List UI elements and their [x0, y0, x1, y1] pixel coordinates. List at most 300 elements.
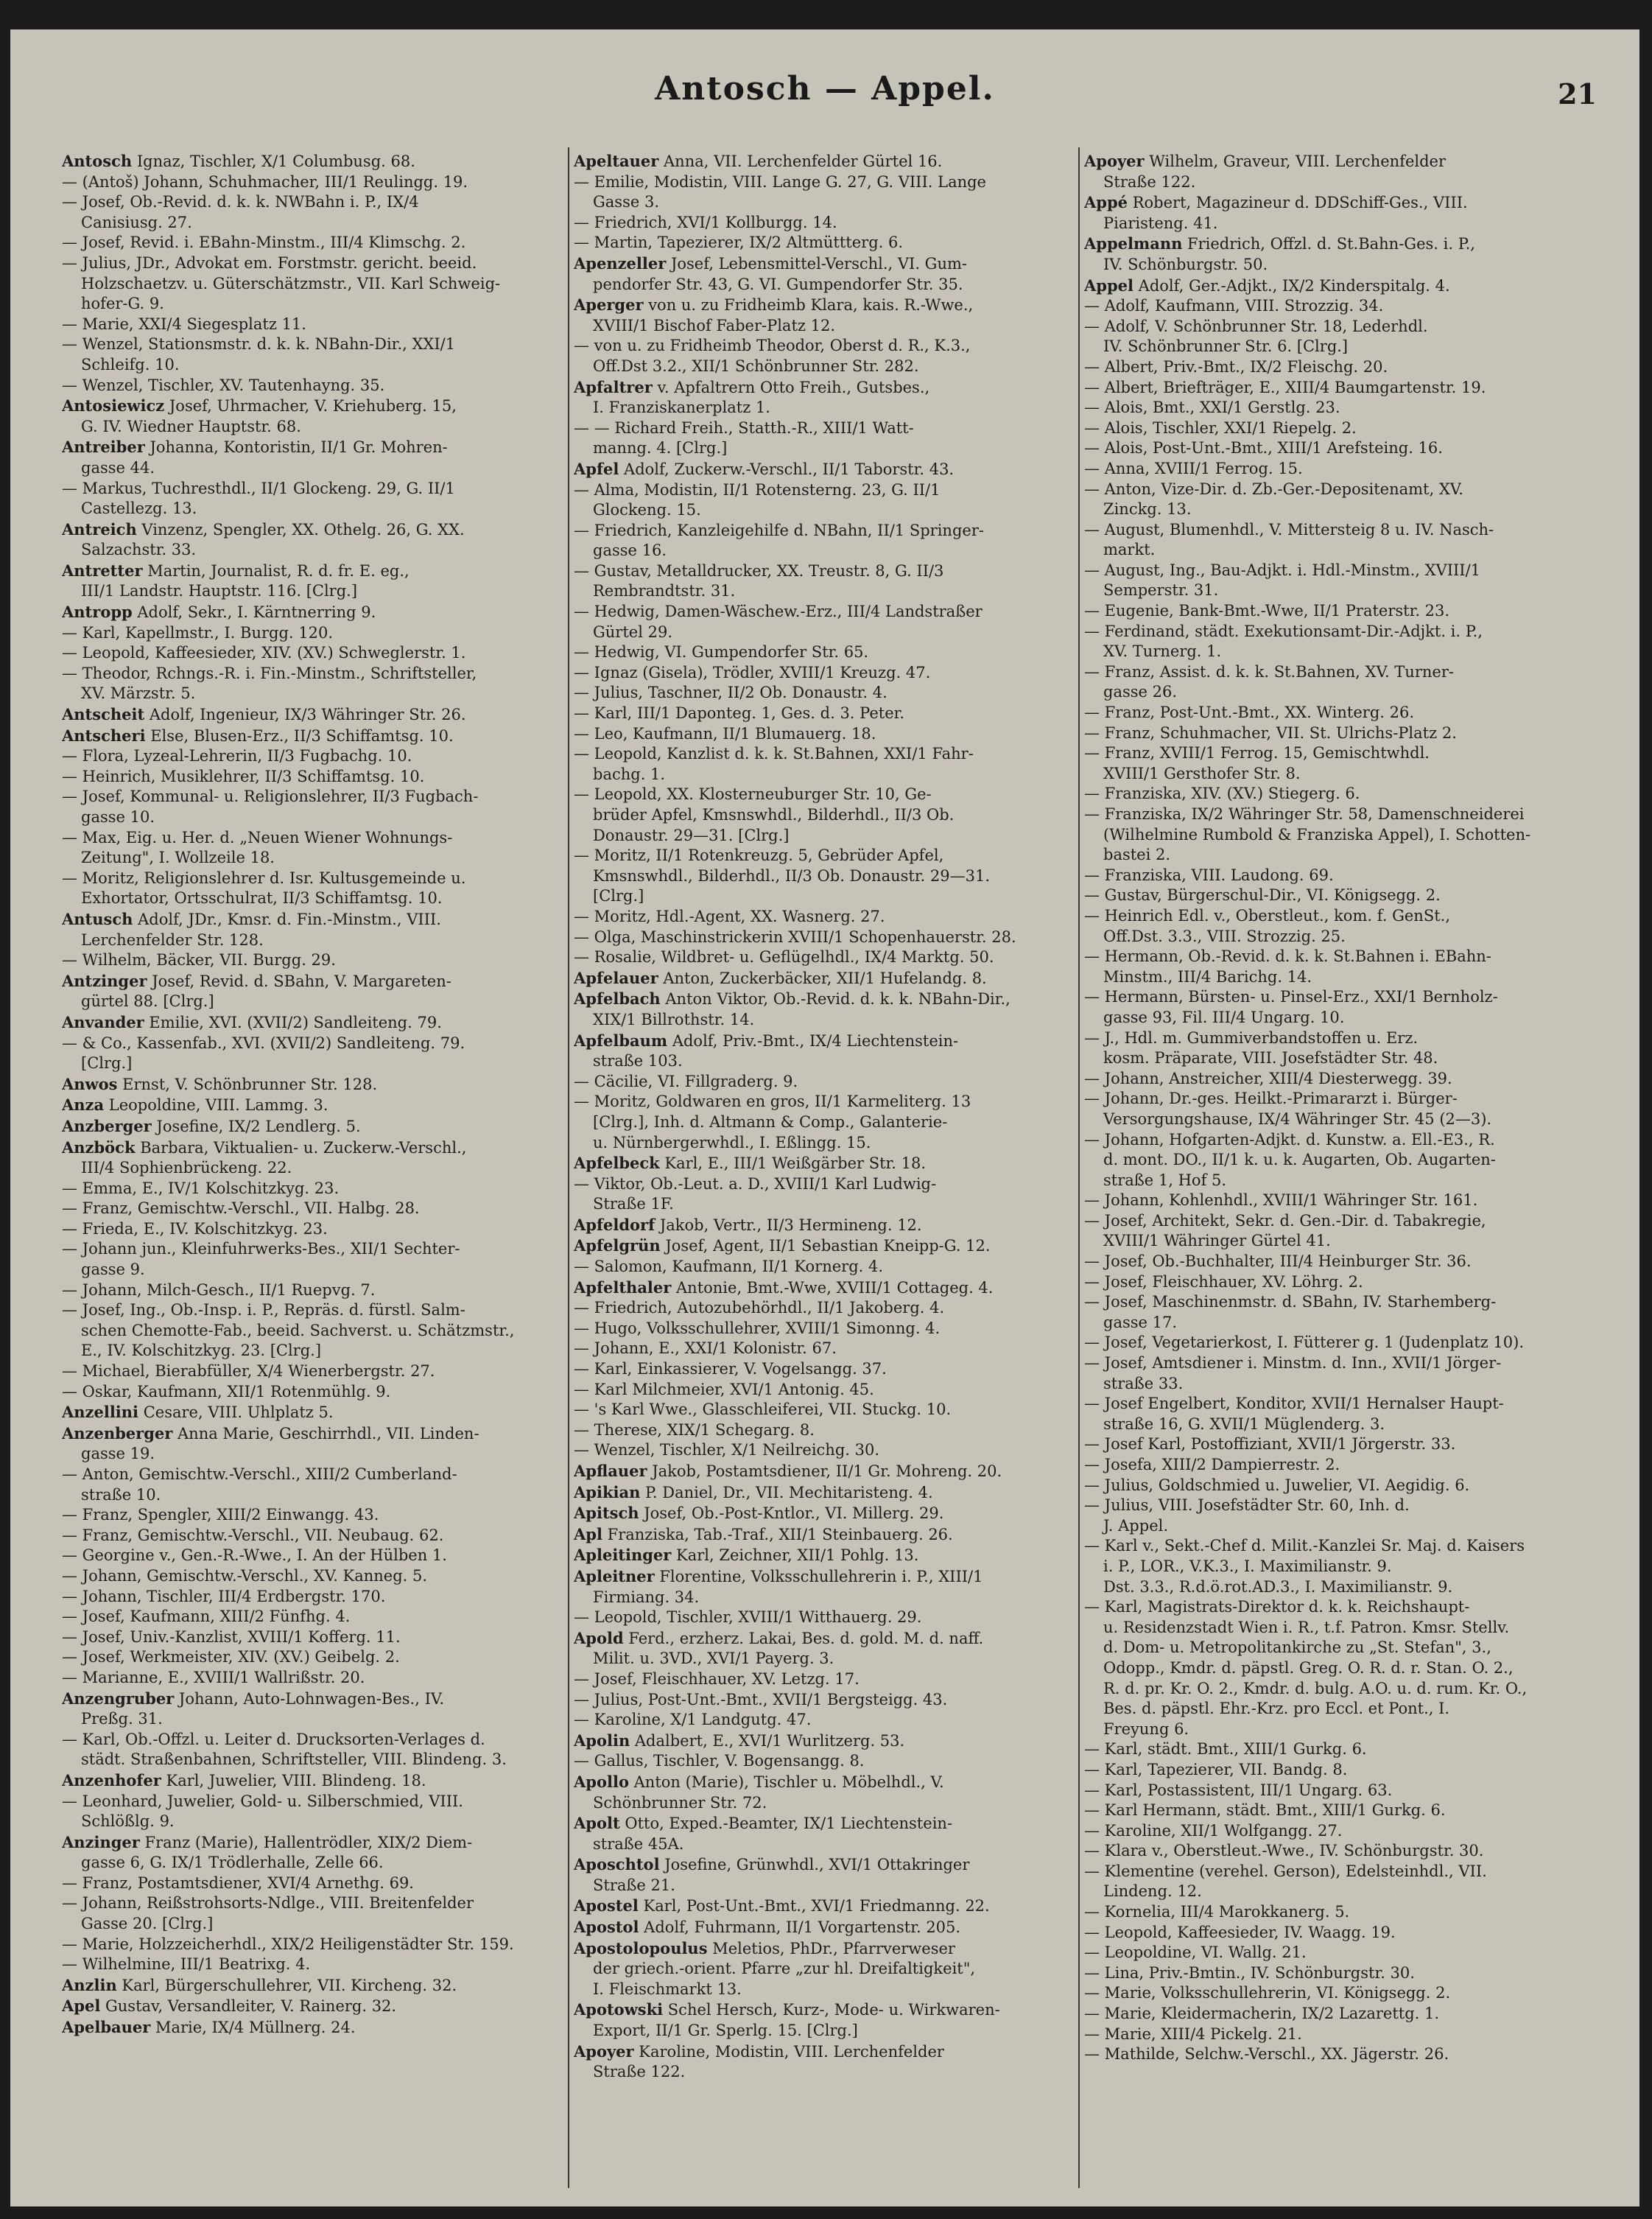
- entry-line: [574, 1917, 1089, 1938]
- entry-line: [62, 787, 577, 807]
- entry-text: — Karl, Magistrats-Direktor d. k. k. Reichshaupt-: [1084, 1598, 1470, 1616]
- entry-text: gasse 93, Fil. III/4 Ungarg. 10.: [1103, 1008, 1345, 1026]
- entry-line: [62, 1116, 577, 1137]
- entry-text: — Franz, Gemischtw.-Verschl., VII. Neubaug. 62.: [62, 1526, 444, 1544]
- entry-line: [62, 334, 577, 355]
- entry-line: [62, 971, 577, 992]
- entry-text: — Josef, Fleischhauer, XV. Letzg. 17.: [574, 1669, 860, 1688]
- entry-line: [62, 274, 577, 295]
- entry-line: [574, 541, 1089, 561]
- entry-line: [62, 172, 577, 193]
- entry-text: Gasse 3.: [593, 193, 659, 211]
- entry-surname: Antropp: [62, 603, 133, 622]
- entry-line: [62, 1627, 577, 1648]
- entry-line: [1084, 151, 1614, 172]
- entry-text: — Salomon, Kaufmann, II/1 Kornerg. 4.: [574, 1258, 884, 1276]
- entry-surname: Antscheri: [62, 726, 146, 745]
- entry-surname: Anzböck: [62, 1137, 136, 1157]
- entry-line: [62, 1382, 577, 1403]
- entry-text: Gustav, Versandleiter, V. Rainerg. 32.: [100, 1997, 397, 2016]
- entry-surname: Apfelgrün: [574, 1236, 661, 1255]
- entry-text: — Karl Hermann, städt. Bmt., XIII/1 Gurkg. 6.: [1084, 1801, 1446, 1820]
- entry-text: — Josef, Kaufmann, XIII/2 Fünfhg. 4.: [62, 1608, 351, 1626]
- entry-text: Friedrich, Offzl. d. St.Bahn-Ges. i. P.,: [1182, 235, 1475, 253]
- entry-line: [1084, 622, 1614, 642]
- entry-text: XV. Turnerg. 1.: [1103, 642, 1222, 661]
- entry-text: — Moritz, II/1 Rotenkreuzg. 5, Gebrüder Apfel,: [574, 846, 944, 865]
- entry-text: — Franz, XVIII/1 Ferrog. 15, Gemischtwhdl.: [1084, 744, 1430, 763]
- entry-text: — Josef, Kommunal- u. Religionslehrer, II/3 Fugbach-: [62, 788, 479, 806]
- entry-line: [1084, 296, 1614, 317]
- entry-text: III/1 Landstr. Hauptstr. 116. [Clrg.]: [81, 582, 358, 600]
- entry-text: — Karl, Ob.-Offzl. u. Leiter d. Drucksorten-Verlages d.: [62, 1730, 485, 1748]
- entry-surname: Apl: [574, 1524, 602, 1543]
- entry-text: Florentine, Volksschullehrerin i. P., XIII/1: [654, 1567, 983, 1585]
- entry-text: — Leo, Kaufmann, II/1 Blumauerg. 18.: [574, 724, 876, 743]
- entry-text: — Karoline, X/1 Landgutg. 47.: [574, 1711, 812, 1729]
- entry-line: [62, 396, 577, 417]
- entry-line: [1084, 906, 1614, 927]
- entry-line: [574, 1938, 1089, 1960]
- entry-line: [574, 357, 1089, 377]
- entry-text: — Cäcilie, VI. Fillgraderg. 9.: [574, 1072, 798, 1090]
- entry-text: Adalbert, E., XVI/1 Wurlitzerg. 53.: [630, 1731, 905, 1750]
- entry-line: [1084, 1110, 1614, 1130]
- entry-line: [1084, 1516, 1614, 1537]
- entry-text: — Josef Karl, Postoffiziant, XVII/1 Jörgerstr. 33.: [1084, 1435, 1456, 1454]
- entry-text: — Moritz, Religionslehrer d. Isr. Kultusgemeinde u.: [62, 869, 466, 887]
- entry-text: — Franz, Spengler, XIII/2 Einwangg. 43.: [62, 1506, 379, 1524]
- entry-text: — Josefa, XIII/2 Dampierrestr. 2.: [1084, 1456, 1340, 1473]
- entry-text: — Ignaz (Gisela), Trödler, XVIII/1 Kreuzg. 47.: [574, 663, 931, 681]
- entry-text: — Adolf, V. Schönbrunner Str. 18, Lederhdl.: [1084, 317, 1428, 335]
- entry-line: [574, 295, 1089, 316]
- entry-line: [574, 1545, 1089, 1566]
- entry-text: — Josef, Amtsdiener i. Minstm. d. Inn., XVII/1 Jörger-: [1084, 1354, 1502, 1373]
- entry-text: d. mont. DO., II/1 k. u. k. Augarten, Ob. Augarten-: [1103, 1151, 1496, 1169]
- entry-text: — Karl, Tapezierer, VII. Bandg. 8.: [1084, 1760, 1348, 1778]
- entry-line: [62, 1812, 577, 1832]
- entry-text: gasse 19.: [81, 1445, 155, 1463]
- entry-text: — Michael, Bierabfüller, X/4 Wienerbergstr. 27.: [62, 1362, 435, 1381]
- entry-text: Schleifg. 10.: [81, 355, 180, 374]
- entry-text: Preßg. 31.: [81, 1710, 163, 1728]
- page-header: [10, 70, 1639, 129]
- entry-text: straße 10.: [81, 1485, 161, 1504]
- entry-text: Adolf, Ger.-Adjkt., IX/2 Kinderspitalg. 4.: [1133, 276, 1450, 295]
- entry-text: E., IV. Kolschitzkyg. 23. [Clrg.]: [81, 1342, 322, 1360]
- entry-surname: Apfelthaler: [574, 1277, 672, 1297]
- entry-text: Johann, Auto-Lohnwagen-Bes., IV.: [174, 1689, 445, 1708]
- entry-line: [62, 376, 577, 396]
- entry-line: [574, 765, 1089, 785]
- entry-text: städt. Straßenbahnen, Schriftsteller, VIII. Blindeng. 3.: [81, 1750, 507, 1769]
- entry-text: — Marie, XXI/4 Siegesplatz 11.: [62, 315, 306, 333]
- entry-line: [574, 663, 1089, 684]
- entry-text: Zeitung", I. Wollzeile 18.: [81, 849, 275, 867]
- entry-line: [1084, 743, 1614, 764]
- entry-surname: Apostolopoulus: [574, 1938, 708, 1957]
- entry-line: [1084, 1008, 1614, 1028]
- entry-line: [574, 1896, 1089, 1917]
- entry-text: — Julius, JDr., Advokat em. Forstmstr. gericht. beeid.: [62, 253, 477, 272]
- entry-line: [574, 1277, 1089, 1299]
- entry-line: [1084, 2044, 1614, 2065]
- entry-text: — Viktor, Ob.-Leut. a. D., XVIII/1 Karl Ludwig-: [574, 1174, 937, 1193]
- entry-line: [574, 1400, 1089, 1420]
- running-title: Antosch — Appel.: [655, 70, 995, 108]
- entry-line: [1084, 1638, 1614, 1658]
- entry-line: [1084, 1231, 1614, 1252]
- entry-line: [1084, 234, 1614, 255]
- entry-text: — Hedwig, Damen-Wäschew.-Erz., III/4 Landstraßer: [574, 603, 983, 621]
- entry-line: [574, 744, 1089, 765]
- entry-text: — Franz, Assist. d. k. k. St.Bahnen, XV. Turner-: [1084, 662, 1454, 681]
- entry-line: [1084, 1699, 1614, 1720]
- entry-text: Franziska, Tab.-Traf., XII/1 Steinbauerg. 26.: [602, 1525, 953, 1543]
- entry-text: Josef, Uhrmacher, V. Kriehuberg. 15,: [164, 397, 457, 416]
- entry-text: — Josef, Ing., Ob.-Insp. i. P., Repräs. d. fürstl. Salm-: [62, 1301, 465, 1319]
- entry-surname: Apikian: [574, 1482, 641, 1501]
- entry-text: — Marie, Holzzeicherhdl., XIX/2 Heiligenstädter Str. 159.: [62, 1935, 514, 1953]
- entry-line: [574, 928, 1089, 948]
- entry-line: [62, 479, 577, 499]
- entry-line: [62, 561, 577, 582]
- entry-line: [1084, 927, 1614, 947]
- entry-text: — Rosalie, Wildbret- u. Geflügelhdl., IX/4 Marktg. 50.: [574, 948, 994, 967]
- entry-line: [1084, 1455, 1614, 1476]
- entry-line: [1084, 1434, 1614, 1455]
- entry-text: Leopoldine, VIII. Lammg. 3.: [104, 1096, 328, 1115]
- entry-line: [62, 1423, 577, 1445]
- entry-text: R. d. pr. Kr. O. 2., Kmdr. d. bulg. A.O. u. d. rum. Kr. O.,: [1103, 1679, 1528, 1697]
- entry-line: [62, 1054, 577, 1074]
- entry-line: [1084, 1618, 1614, 1638]
- entry-line: [1084, 1476, 1614, 1496]
- entry-text: — Johann, Milch-Gesch., II/1 Ruepvg. 7.: [62, 1280, 376, 1299]
- entry-line: [62, 1199, 577, 1219]
- entry-text: — Oskar, Kaufmann, XII/1 Rotenmühlg. 9.: [62, 1382, 391, 1401]
- entry-text: straße 33.: [1103, 1374, 1184, 1392]
- entry-line: [1084, 1313, 1614, 1333]
- entry-surname: Anwos: [62, 1074, 118, 1093]
- entry-surname: Antretter: [62, 561, 143, 580]
- entry-surname: Apfelbach: [574, 989, 661, 1009]
- entry-text: Milit. u. 3VD., XVI/1 Payerg. 3.: [593, 1650, 834, 1668]
- entry-line: [1084, 662, 1614, 683]
- entry-line: [62, 1485, 577, 1506]
- entry-text: — Alois, Post-Unt.-Bmt., XIII/1 Arefsteing. 16.: [1084, 439, 1443, 458]
- entry-text: — Franz, Schuhmacher, VII. St. Ulrichs-Platz 2.: [1084, 723, 1457, 742]
- entry-line: [1084, 581, 1614, 601]
- entry-line: [1084, 214, 1614, 234]
- entry-text: Adolf, Ingenieur, IX/3 Währinger Str. 26.: [144, 706, 466, 724]
- entry-text: brüder Apfel, Kmsnswhdl., Bilderhdl., II/3 Ob.: [593, 806, 955, 824]
- entry-text: gasse 6, G. IX/1 Trödlerhalle, Zelle 66.: [81, 1854, 384, 1872]
- entry-line: [62, 519, 577, 541]
- entry-line: [1084, 172, 1614, 193]
- entry-line: [1084, 1983, 1614, 2004]
- entry-text: Vinzenz, Spengler, XX. Othelg. 26, G. XX.: [136, 520, 465, 539]
- entry-text: Karl, Post-Unt.-Bmt., XVI/1 Friedmanng. 22.: [638, 1897, 990, 1915]
- entry-text: gürtel 88. [Clrg.]: [81, 992, 214, 1011]
- entry-line: [574, 1813, 1089, 1834]
- entry-text: — Leopold, Kanzlist d. k. k. St.Bahnen, XXI/1 Fahr-: [574, 745, 974, 763]
- entry-line: [62, 1853, 577, 1873]
- entry-line: [574, 1257, 1089, 1277]
- entry-text: — Gustav, Metalldrucker, XX. Treustr. 8, G. II/3: [574, 561, 944, 580]
- entry-line: [574, 968, 1089, 989]
- entry-surname: Antzinger: [62, 971, 147, 990]
- entry-line: [62, 315, 577, 335]
- entry-text: schen Chemotte-Fab., beeid. Sachverst. u. Schätzmstr.,: [81, 1321, 515, 1339]
- entry-text: — Karl, städt. Bmt., XIII/1 Gurkg. 6.: [1084, 1740, 1367, 1759]
- entry-text: Ernst, V. Schönbrunner Str. 128.: [117, 1075, 378, 1093]
- entry-text: bachg. 1.: [593, 765, 666, 783]
- entry-line: [62, 499, 577, 519]
- entry-surname: Apoyer: [1084, 152, 1145, 170]
- entry-text: Schlößlg. 9.: [81, 1812, 175, 1831]
- entry-text: Schönbrunner Str. 72.: [593, 1793, 767, 1812]
- entry-line: [62, 151, 577, 172]
- entry-text: — Johann jun., Kleinfuhrwerks-Bes., XII/1 Sechter-: [62, 1240, 460, 1258]
- entry-text: — Josef, Ob.-Revid. d. k. k. NWBahn i. P., IX/4: [62, 193, 419, 211]
- entry-line: [574, 1503, 1089, 1524]
- entry-line: [574, 377, 1089, 399]
- entry-text: J. Appel.: [1103, 1516, 1169, 1535]
- entry-line: [574, 275, 1089, 295]
- entry-line: [574, 398, 1089, 418]
- entry-line: [574, 1566, 1089, 1588]
- entry-line: [62, 1260, 577, 1280]
- entry-line: [574, 1359, 1089, 1380]
- entry-text: Jakob, Postamtsdiener, II/1 Gr. Mohreng. 20.: [647, 1462, 1002, 1480]
- entry-text: Straße 21.: [593, 1876, 675, 1894]
- entry-text: d. Dom- u. Metropolitankirche zu „St. Stefan", 3.,: [1103, 1638, 1491, 1657]
- entry-text: — Wenzel, Tischler, XV. Tautenhayng. 35.: [62, 376, 385, 394]
- entry-text: Castellezg. 13.: [81, 499, 197, 518]
- entry-text: — Johann, Kohlenhdl., XVIII/1 Währinger Str. 161.: [1084, 1191, 1478, 1210]
- entry-text: Anna, VII. Lerchenfelder Gürtel 16.: [658, 153, 943, 170]
- entry-text: — Marianne, E., XVIII/1 Wallrißstr. 20.: [62, 1668, 365, 1686]
- entry-line: [62, 1465, 577, 1485]
- entry-text: — Friedrich, XVI/1 Kollburgg. 14.: [574, 213, 837, 231]
- entry-text: — Julius, Taschner, II/2 Ob. Donaustr. 4.: [574, 684, 887, 702]
- entry-text: — Heinrich, Musiklehrer, II/3 Schiffamtsg. 10.: [62, 767, 425, 785]
- entry-text: — Alois, Bmt., XXI/1 Gerstlg. 23.: [1084, 399, 1340, 417]
- entry-text: — Marie, Kleidermacherin, IX/2 Lazarettg. 1.: [1084, 2005, 1440, 2023]
- entry-text: — Friedrich, Kanzleigehilfe d. NBahn, II/1 Springer-: [574, 521, 984, 539]
- entry-text: Antonie, Bmt.-Wwe, XVIII/1 Cottageg. 4.: [671, 1278, 994, 1297]
- entry-surname: Apostel: [574, 1896, 639, 1915]
- entry-surname: Anzberger: [62, 1116, 152, 1135]
- entry-text: — Leopold, Kaffeesieder, XIV. (XV.) Schweglerstr. 1.: [62, 644, 466, 662]
- entry-text: Bes. d. päpstl. Ehr.-Krz. pro Eccl. et Pont., I.: [1103, 1700, 1450, 1718]
- entry-text: Exhortator, Ortsschulrat, II/3 Schiffamtsg. 10.: [81, 889, 443, 908]
- entry-text: — Gustav, Bürgerschul-Dir., VI. Königsegg. 2.: [1084, 886, 1441, 905]
- entry-surname: Apfeldorf: [574, 1215, 655, 1234]
- entry-text: Meletios, PhDr., Pfarrverweser: [707, 1939, 955, 1957]
- directory-page: [10, 29, 1639, 2206]
- entry-line: [62, 1935, 577, 1955]
- entry-line: [1084, 276, 1614, 297]
- entry-text: — Josef, Ob.-Buchhalter, III/4 Heinburger Str. 36.: [1084, 1252, 1472, 1271]
- entry-text: — Hedwig, VI. Gumpendorfer Str. 65.: [574, 643, 869, 662]
- entry-line: [574, 1380, 1089, 1401]
- entry-line: [574, 213, 1089, 234]
- entry-line: [574, 1834, 1089, 1855]
- entry-line: [62, 1505, 577, 1526]
- entry-surname: Apold: [574, 1628, 624, 1647]
- entry-text: — Josef, Fleischhauer, XV. Löhrg. 2.: [1084, 1272, 1363, 1291]
- entry-text: — Marie, XIII/4 Pickelg. 21.: [1084, 2025, 1302, 2043]
- entry-text: — von u. zu Fridheimb Theodor, Oberst d. R., K.3.,: [574, 337, 971, 355]
- entry-line: [574, 1174, 1089, 1195]
- entry-line: [574, 826, 1089, 846]
- entry-line: [574, 1772, 1089, 1793]
- entry-line: [1084, 1801, 1614, 1821]
- entry-surname: Apleitinger: [574, 1546, 672, 1565]
- entry-text: XIX/1 Billrothstr. 14.: [593, 1010, 755, 1028]
- entry-line: [1084, 1679, 1614, 1700]
- entry-line: [62, 1893, 577, 1914]
- entry-line: [574, 623, 1089, 643]
- entry-line: [574, 459, 1089, 480]
- entry-line: [574, 1072, 1089, 1093]
- entry-text: u. Nürnbergerwhdl., I. Eßlingg. 15.: [593, 1133, 871, 1151]
- entry-line: [574, 1153, 1089, 1174]
- entry-line: [62, 1566, 577, 1587]
- entry-line: [574, 989, 1089, 1010]
- entry-line: [1084, 1048, 1614, 1069]
- entry-line: [1084, 1943, 1614, 1963]
- entry-line: [62, 1832, 577, 1854]
- entry-text: — Karoline, XII/1 Wolfgangg. 27.: [1084, 1821, 1343, 1840]
- entry-line: [574, 866, 1089, 887]
- entry-text: — Leopold, Tischler, XVIII/1 Witthauerg. 29.: [574, 1608, 922, 1627]
- entry-line: [1084, 192, 1614, 214]
- entry-text: — Karl v., Sekt.-Chef d. Milit.-Kanzlei Sr. Maj. d. Kaisers: [1084, 1537, 1525, 1555]
- entry-text: Cesare, VIII. Uhlplatz 5.: [138, 1403, 334, 1422]
- entry-text: Freyung 6.: [1103, 1720, 1189, 1738]
- entry-line: [1084, 2004, 1614, 2025]
- entry-line: [62, 1792, 577, 1812]
- entry-line: [62, 581, 577, 602]
- entry-line: [62, 828, 577, 849]
- entry-line: [1084, 1821, 1614, 1842]
- entry-text: Straße 122.: [593, 2063, 686, 2081]
- entry-text: — Albert, Briefträger, E., XIII/4 Baumgartenstr. 19.: [1084, 378, 1486, 396]
- entry-text: (Wilhelmine Rumbold & Franziska Appel), I. Schotten-: [1103, 825, 1531, 844]
- entry-text: — Moritz, Hdl.-Agent, XX. Wasnerg. 27.: [574, 907, 885, 925]
- entry-surname: Anzellini: [62, 1403, 139, 1422]
- entry-line: [62, 2017, 577, 2039]
- entry-text: — Ferdinand, städt. Exekutionsamt-Dir.-Adjkt. i. P.,: [1084, 622, 1483, 640]
- entry-line: [62, 1689, 577, 1710]
- entry-line: [62, 930, 577, 951]
- entry-text: — Johann, Gemischtw.-Verschl., XV. Kanneg. 5.: [62, 1566, 428, 1585]
- entry-text: Ignaz, Tischler, X/1 Columbusg. 68.: [132, 153, 415, 170]
- entry-line: [574, 1628, 1089, 1650]
- entry-text: — Josef, Vegetarierkost, I. Fütterer g. 1 (Judenplatz 10).: [1084, 1333, 1525, 1352]
- entry-text: Straße 122.: [1103, 172, 1196, 191]
- entry-text: — Johann, E., XXI/1 Kolonistr. 67.: [574, 1339, 837, 1358]
- entry-text: u. Residenzstadt Wien i. R., t.f. Patron. Kmsr. Stellv.: [1103, 1618, 1510, 1636]
- entry-line: [574, 1319, 1089, 1339]
- entry-line: [62, 1587, 577, 1608]
- entry-surname: Apostol: [574, 1918, 639, 1937]
- entry-text: — Moritz, Goldwaren en gros, II/1 Karmeliterg. 13: [574, 1093, 971, 1111]
- entry-text: — Josef, Univ.-Kanzlist, XVIII/1 Kofferg. 11.: [62, 1627, 401, 1646]
- entry-text: — Lina, Priv.-Bmtin., IV. Schönburgstr. 30.: [1084, 1963, 1415, 1982]
- column-2: [574, 151, 1089, 2083]
- entry-surname: Anzinger: [62, 1832, 140, 1851]
- entry-line: [574, 480, 1089, 501]
- entry-line: [574, 438, 1089, 459]
- entry-line: [574, 846, 1089, 866]
- entry-line: [62, 1300, 577, 1321]
- entry-text: — Albert, Priv.-Bmt., IX/2 Fleischg. 20.: [1084, 357, 1388, 376]
- entry-line: [574, 886, 1089, 907]
- entry-surname: Antosiewicz: [62, 396, 165, 416]
- entry-line: [62, 1730, 577, 1750]
- entry-line: [574, 1710, 1089, 1731]
- entry-line: [62, 1546, 577, 1566]
- entry-line: [62, 1975, 577, 1997]
- entry-text: Emilie, XVI. (XVII/2) Sandleiteng. 79.: [144, 1013, 442, 1031]
- entry-text: straße 1, Hof 5.: [1103, 1171, 1227, 1189]
- entry-line: [574, 2041, 1089, 2063]
- entry-line: [62, 1239, 577, 1260]
- entry-text: — Franz, Gemischtw.-Verschl., VII. Halbg. 28.: [62, 1199, 420, 1218]
- entry-text: Zinckg. 13.: [1103, 500, 1192, 519]
- entry-line: [62, 1668, 577, 1689]
- entry-text: Karl, Zeichner, XII/1 Pohlg. 13.: [671, 1546, 919, 1565]
- entry-text: — Franz, Post-Unt.-Bmt., XX. Winterg. 26.: [1084, 704, 1415, 722]
- entry-line: [1084, 317, 1614, 337]
- entry-text: — Olga, Maschinstrickerin XVIII/1 Schopenhauerstr. 28.: [574, 928, 1016, 946]
- entry-line: [574, 1112, 1089, 1133]
- entry-text: Ferd., erzherz. Lakai, Bes. d. gold. M. d. naff.: [623, 1629, 984, 1647]
- entry-line: [1084, 438, 1614, 459]
- entry-text: — Josef, Revid. i. EBahn-Minstm., III/4 Klimschg. 2.: [62, 234, 466, 252]
- entry-line: [62, 253, 577, 274]
- entry-surname: Anzenberger: [62, 1423, 173, 1442]
- entry-text: — & Co., Kassenfab., XVI. (XVII/2) Sandleiteng. 79.: [62, 1034, 465, 1052]
- entry-text: Minstm., III/4 Barichg. 14.: [1103, 967, 1312, 986]
- entry-text: XVIII/1 Gersthofer Str. 8.: [1103, 764, 1301, 782]
- entry-line: [574, 1876, 1089, 1896]
- entry-line: [62, 1444, 577, 1465]
- entry-line: [574, 683, 1089, 704]
- entry-line: [1084, 2025, 1614, 2045]
- entry-line: [574, 1980, 1089, 2000]
- entry-line: [574, 602, 1089, 623]
- entry-line: [62, 458, 577, 479]
- entry-line: [574, 1731, 1089, 1752]
- entry-line: [1084, 784, 1614, 804]
- entry-text: Martin, Journalist, R. d. fr. E. eg.,: [142, 561, 410, 580]
- entry-text: Dst. 3.3., R.d.ö.rot.AD.3., I. Maximilianstr. 9.: [1103, 1577, 1453, 1596]
- entry-text: — Eugenie, Bank-Bmt.-Wwe, II/1 Praterstr. 23.: [1084, 602, 1450, 620]
- entry-text: gasse 26.: [1103, 683, 1178, 701]
- entry-text: — — Richard Freih., Statth.-R., XIII/1 Watt-: [574, 418, 914, 437]
- entry-line: [1084, 804, 1614, 825]
- entry-line: [574, 1649, 1089, 1669]
- entry-line: [574, 1010, 1089, 1031]
- entry-line: [1084, 1963, 1614, 1984]
- entry-line: [574, 418, 1089, 439]
